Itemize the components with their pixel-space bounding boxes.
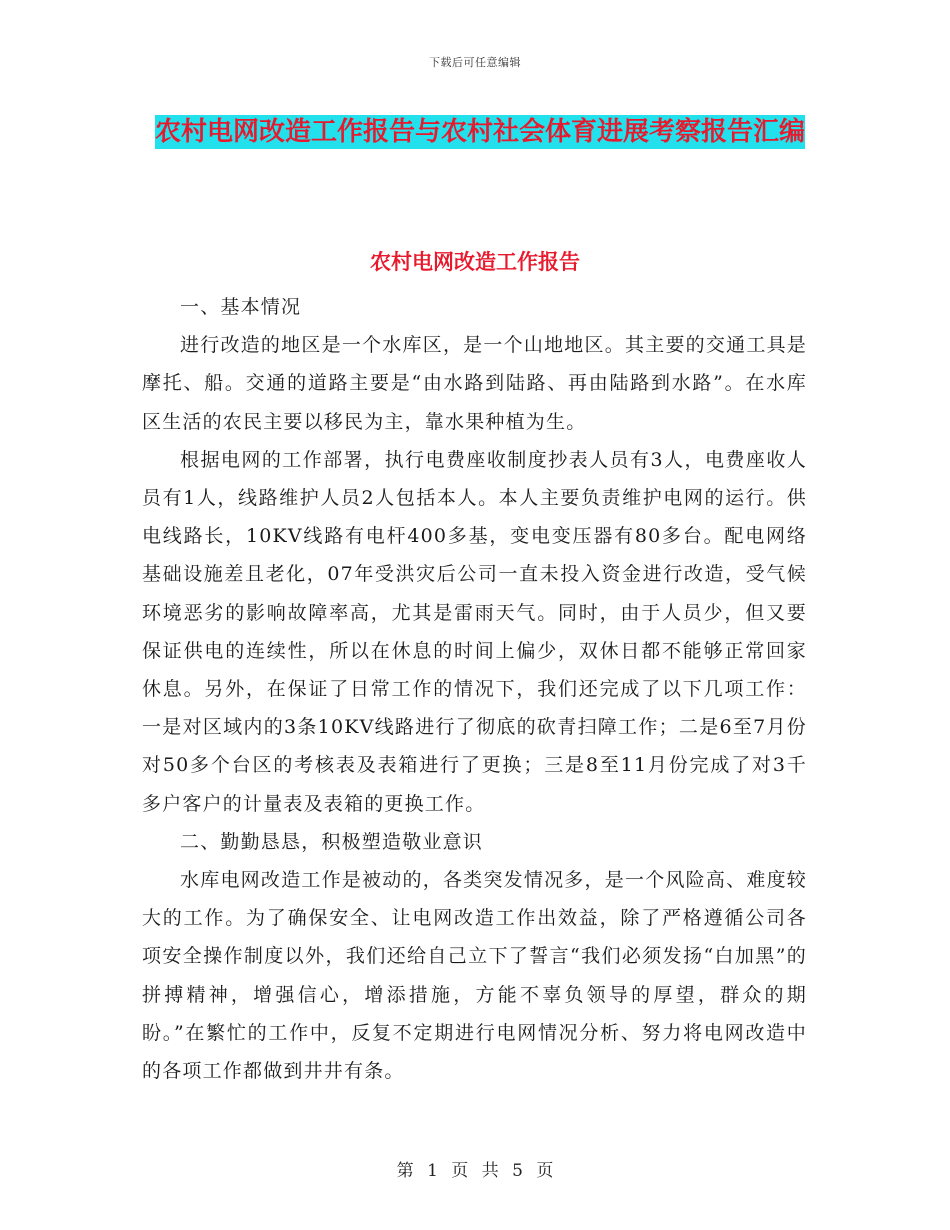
section-title: 农村电网改造工作报告: [370, 249, 580, 274]
document-body: [142, 288, 807, 1090]
paragraph: 进行改造的地区是一个水库区，是一个山地地区。其主要的交通工具是摩托、船。交通的道路主要是“由水路到陆路、再由陆路到水路”。在水库区生活的农民主要以移民为主，靠水果种植为生。: [142, 334, 807, 433]
heading-diligence: 二、勤勤恳恳，积极塑造敬业意识: [180, 830, 484, 853]
document-title: [140, 108, 820, 156]
header-note: 下载后可任意编辑: [429, 56, 521, 69]
paragraph: 根据电网的工作部署，执行电费座收制度抄表人员有3人，电费座收人员有1人，线路维护人员2人包括本人。本人主要负责维护电网的运行。供电线路长，10KV线路有电杆400多基，变电变压器有80多台。配电网络基础设施差且老化，07年受洪灾后公司一直未投入资金进行改造，受气候环境恶劣的影响故障率高，尤其是雷雨天气。同时，由于人员少，但又要保证供电的连续性，所以在休息的时间上偏少，双休日都不能够正常回家休息。另外，在保证了日常工作的情况下，我们还完成了以下几项工作：一是对区域内的3条10KV线路进行了彻底的砍青扫障工作；二是6至7月份对50多个台区的考核表及表箱进行了更换；三是8至11月份完成了对3千多户客户的计量表及表箱的更换工作。: [142, 448, 807, 815]
page-footer: 第 1 页 共 5 页: [396, 1161, 554, 1181]
heading-basic-situation: 一、基本情况: [180, 296, 302, 318]
paragraph: 水库电网改造工作是被动的，各类突发情况多，是一个风险高、难度较大的工作。为了确保安全、让电网改造工作出效益，除了严格遵循公司各项安全操作制度以外，我们还给自己立下了誓言“我们必须发扬“白加黑”的拼搏精神，增强信心，增添措施，方能不辜负领导的厚望，群众的期盼。”在繁忙的工作中，反复不定期进行电网情况分析、努力将电网改造中的各项工作都做到井井有条。: [142, 869, 807, 1083]
document-title-text: 农村电网改造工作报告与农村社会体育进展考察报告汇编: [154, 117, 805, 147]
